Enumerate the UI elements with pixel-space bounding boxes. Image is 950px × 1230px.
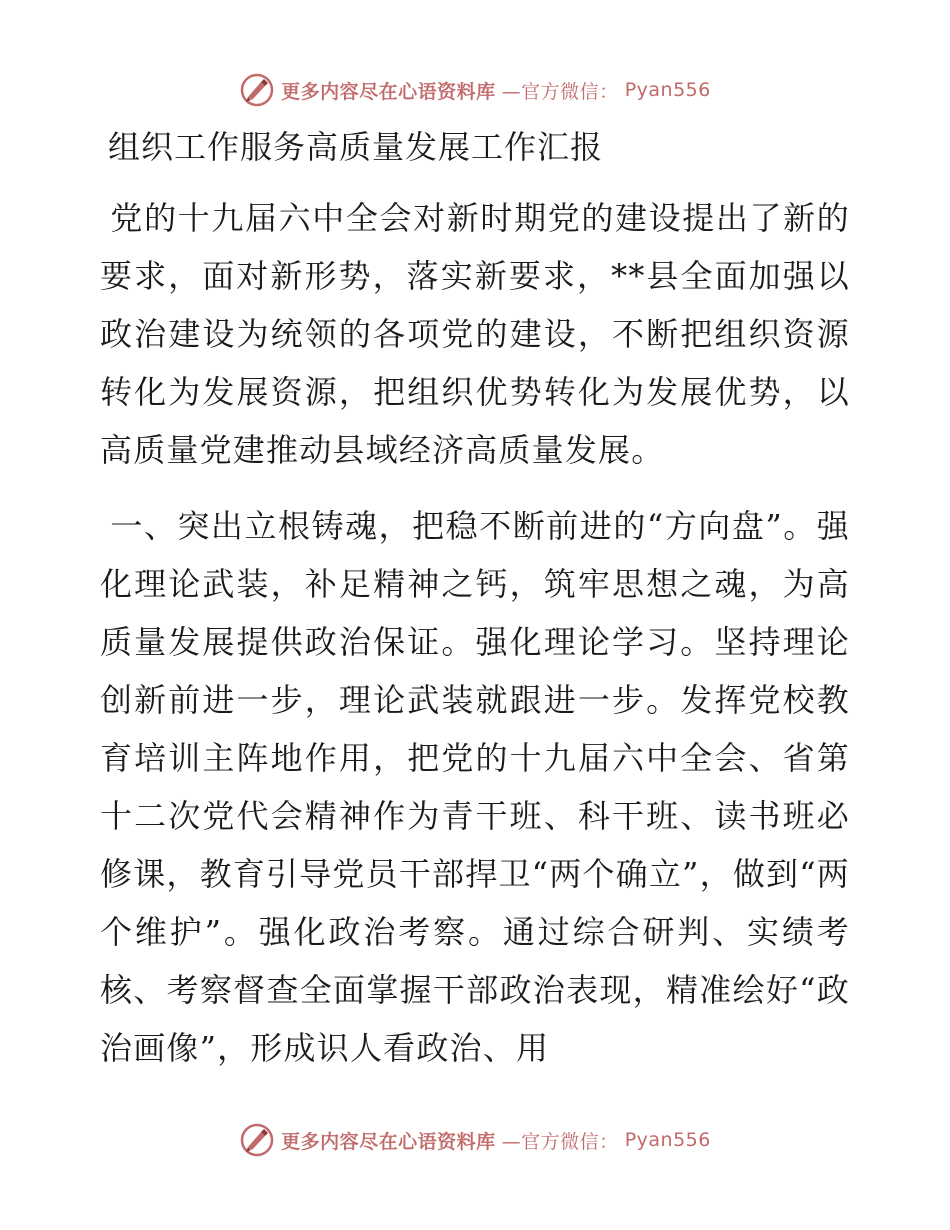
document-title: 组织工作服务高质量发展工作汇报 bbox=[108, 128, 604, 166]
paragraph-section-one bbox=[100, 497, 850, 1077]
watermark-header bbox=[0, 70, 950, 110]
paragraph-section-one-text: 一、突出立根铸魂，把稳不断前进的“方向盘”。强化理论武装，补足精神之钙，筑牢思想之魂，为高质量发展提供政治保证。强化理论学习。坚持理论创新前进一步，理论武装就跟进一步。发挥党校教育培训主阵地作用，把党的十九届六中全会、省第十二次党代会精神作为青干班、科干班、读书班必修课，教育引导党员干部捍卫“两个确立”，做到“两个维护”。强化政治考察。通过综合研判、实绩考核、考察督查全面掌握干部政治表现，精准绘好“政治画像”，形成识人看政治、用 bbox=[100, 507, 850, 1067]
paragraph-intro-text: 党的十九届六中全会对新时期党的建设提出了新的要求，面对新形势，落实新要求，**县全面加强以政治建设为统领的各项党的建设，不断把组织资源转化为发展资源，把组织优势转化为发展优势，以高质量党建推动县域经济高质量发展。 bbox=[100, 199, 850, 469]
watermark-wechat-id: Pyan556 bbox=[624, 79, 711, 101]
watermark-main-text: 更多内容尽在心语资料库 bbox=[281, 1130, 496, 1153]
watermark-main-text: 更多内容尽在心语资料库 bbox=[281, 80, 496, 103]
pen-seal-icon bbox=[239, 1122, 275, 1158]
watermark-separator-text: —官方微信： bbox=[501, 80, 619, 103]
watermark-footer bbox=[0, 1120, 950, 1160]
watermark-separator-text: —官方微信： bbox=[501, 1130, 619, 1153]
pen-seal-icon bbox=[239, 72, 275, 108]
watermark-wechat-id: Pyan556 bbox=[624, 1129, 711, 1151]
paragraph-intro bbox=[100, 189, 850, 479]
document-body bbox=[100, 125, 850, 1095]
